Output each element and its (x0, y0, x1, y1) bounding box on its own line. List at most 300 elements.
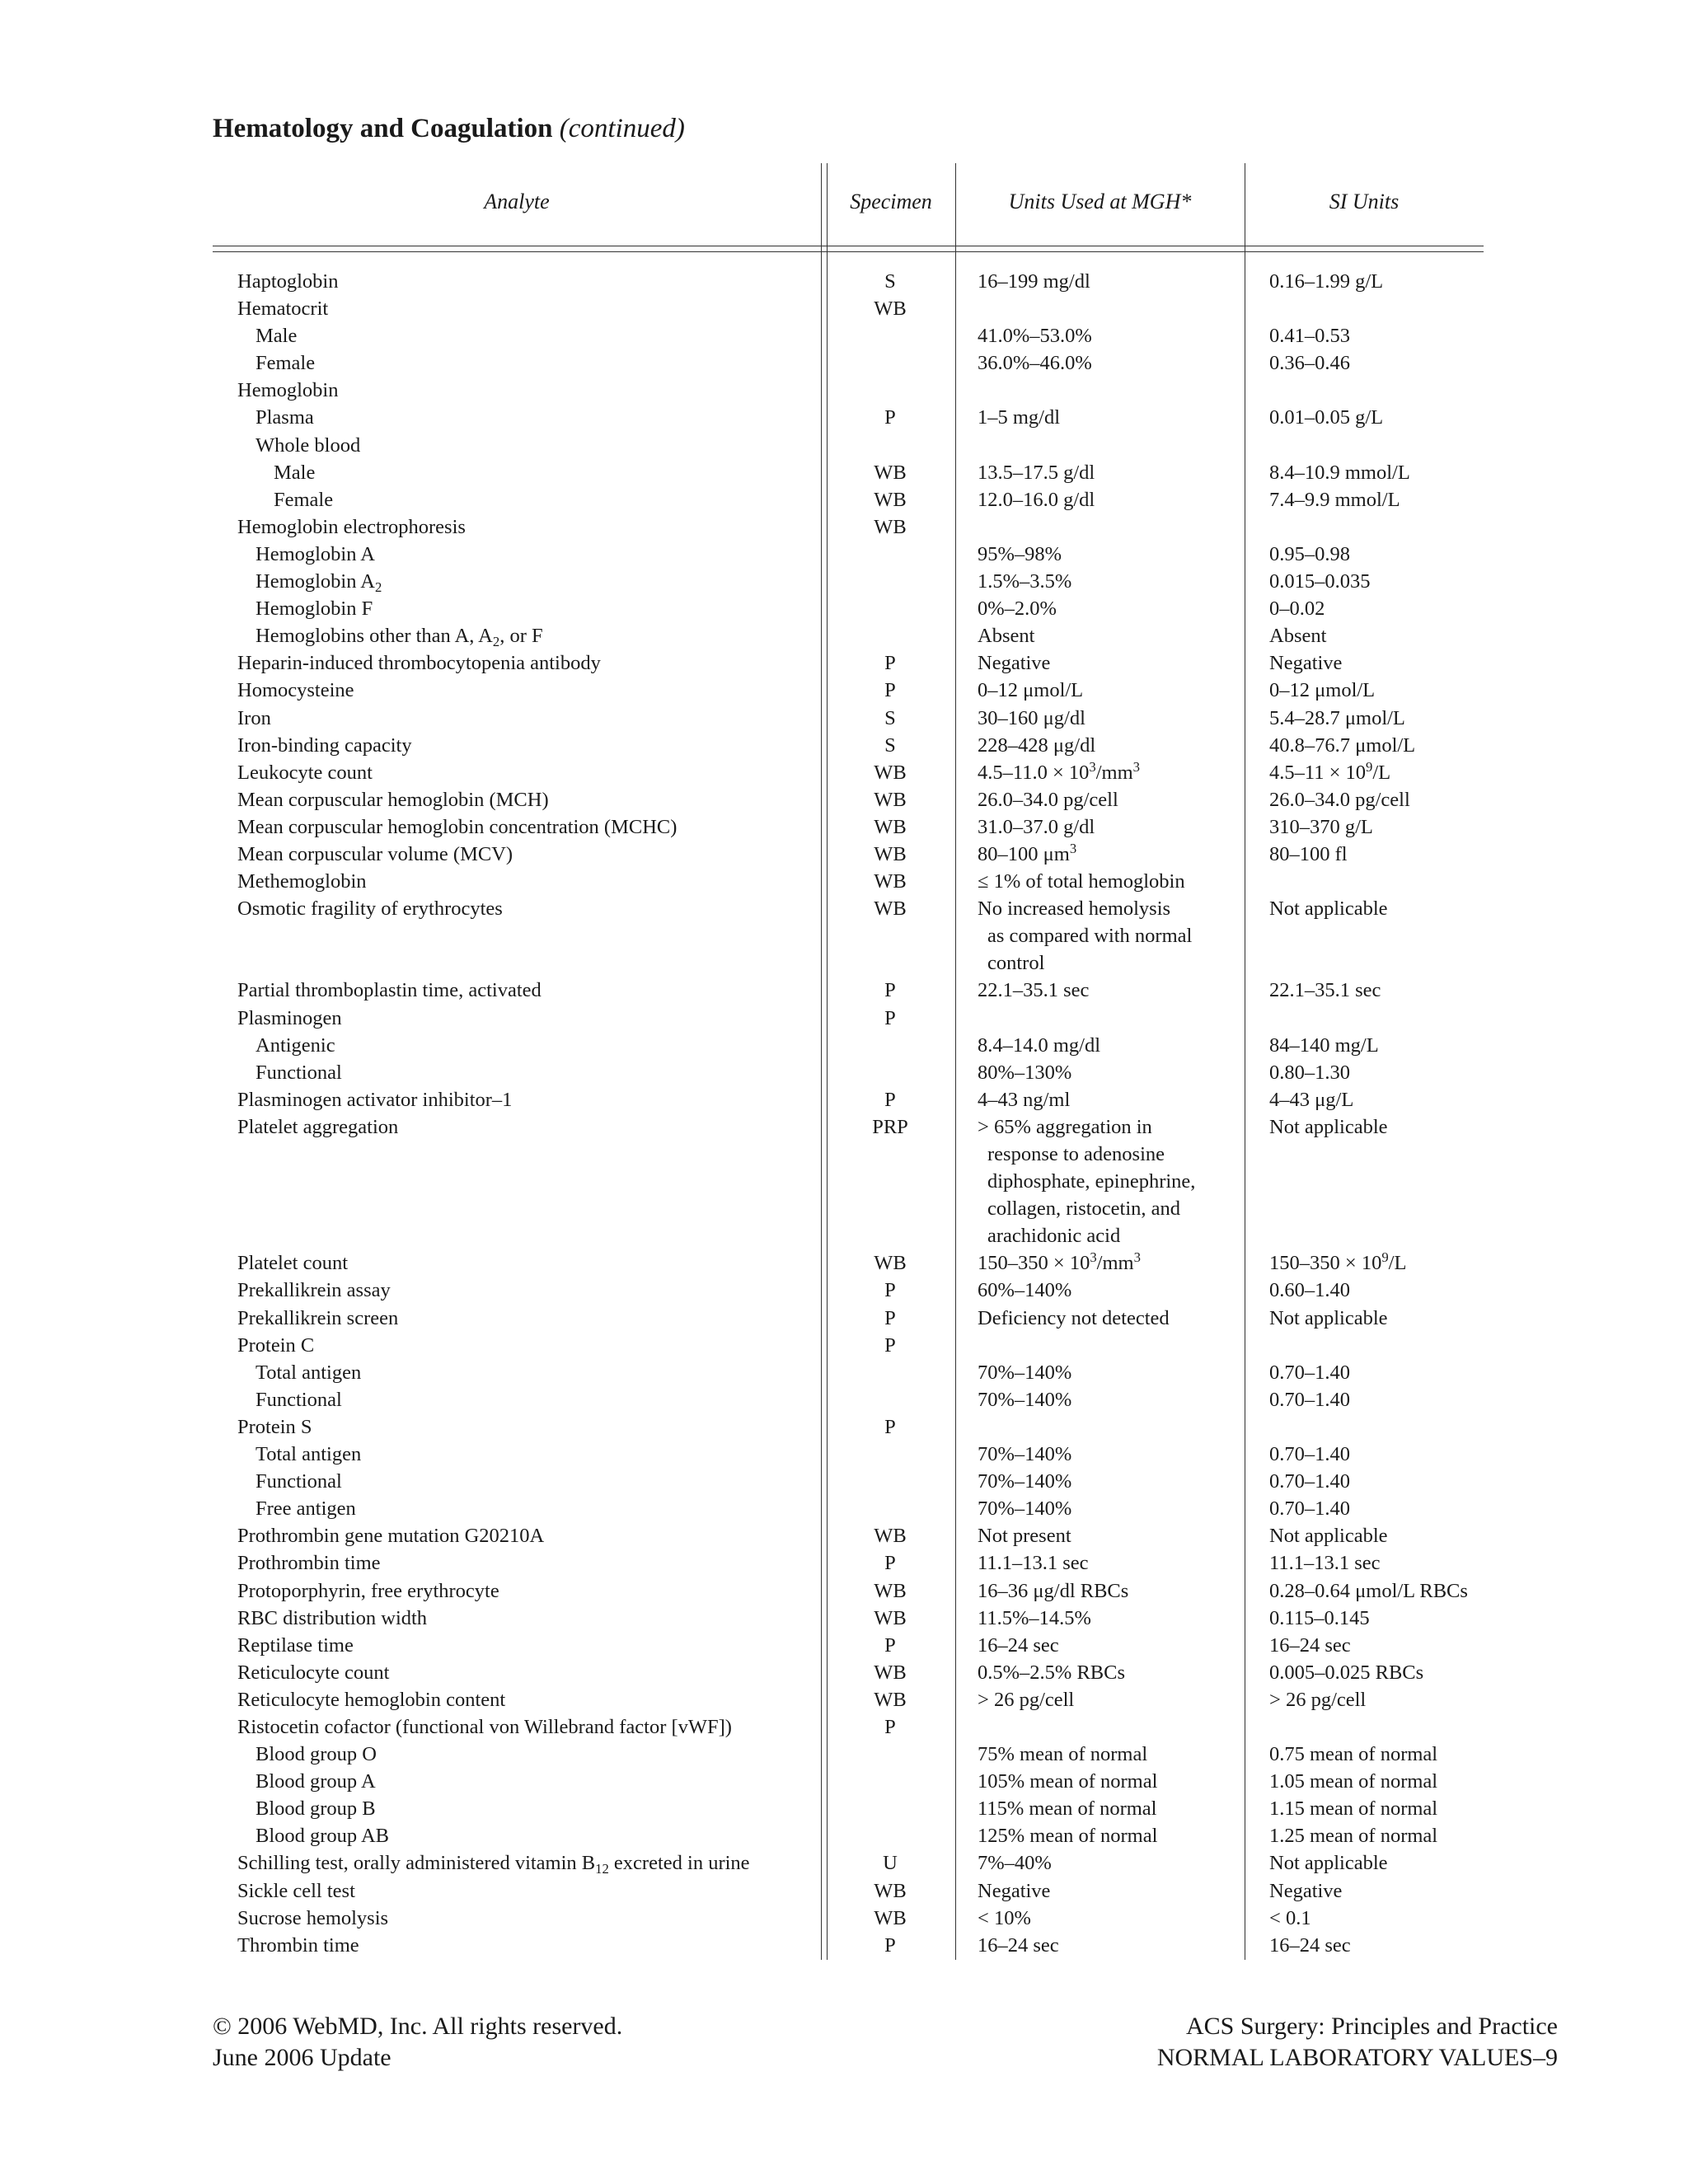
si-units-cell (1269, 349, 1350, 377)
mgh-units-cell-text: 80–100 μm (978, 842, 1070, 865)
mgh-units-cell-text: < 10% (978, 1906, 1031, 1929)
mgh-units-cell-superscript: 3 (1133, 1249, 1141, 1266)
mgh-units-cell-text: 8.4–14.0 mg/dl (978, 1033, 1101, 1057)
analyte-cell (237, 1686, 505, 1713)
table-row (0, 404, 1688, 431)
analyte-cell-text: Iron-binding capacity (237, 733, 412, 757)
footer-left (213, 2011, 622, 2074)
specimen-cell (849, 1713, 931, 1741)
mgh-units-cell-text: 70%–140% (978, 1470, 1072, 1493)
analyte-cell-text: Hematocrit (237, 298, 329, 321)
mgh-units-cell (987, 949, 1044, 977)
mgh-units-cell (978, 1877, 1050, 1905)
analyte-cell (256, 404, 314, 431)
analyte-cell-text: Plasminogen activator inhibitor–1 (237, 1088, 513, 1111)
analyte-cell (256, 541, 375, 568)
si-units-cell-text: 0.70–1.40 (1269, 1388, 1350, 1411)
specimen-cell-text: WB (874, 1252, 907, 1275)
mgh-units-cell-text: 7%–40% (978, 1852, 1052, 1875)
analyte-cell-text: Hemoglobin A (256, 570, 375, 593)
analyte-cell (237, 1605, 427, 1632)
update-date: June 2006 Update (213, 2044, 392, 2071)
mgh-units-cell-text: 30–160 μg/dl (978, 706, 1085, 729)
si-units-cell (1269, 1795, 1437, 1822)
mgh-units-cell (978, 1659, 1125, 1686)
mgh-units-cell-text: > 65% aggregation in (978, 1115, 1152, 1138)
analyte-cell (237, 377, 339, 404)
specimen-cell (849, 705, 931, 732)
specimen-cell-text: P (884, 1933, 896, 1957)
mgh-units-cell (978, 1605, 1091, 1632)
mgh-units-cell (978, 322, 1092, 349)
specimen-cell (849, 1605, 931, 1632)
mgh-units-cell-text: 36.0%–46.0% (978, 352, 1092, 375)
mgh-units-cell (978, 1359, 1071, 1386)
analyte-cell (237, 786, 549, 813)
table-row (0, 295, 1688, 322)
mgh-units-cell (978, 622, 1034, 649)
specimen-cell-text: S (884, 706, 896, 729)
mgh-units-cell (978, 977, 1089, 1004)
si-units-cell-text: Absent (1269, 625, 1327, 648)
analyte-cell-text: Haptoglobin (237, 270, 339, 293)
mgh-units-cell-text: 70%–140% (978, 1497, 1072, 1521)
si-units-cell (1269, 649, 1342, 677)
header-rule-bottom (213, 251, 1484, 252)
specimen-cell (849, 513, 931, 541)
si-units-cell (1269, 1522, 1388, 1549)
si-units-cell-text: 4–43 μg/L (1269, 1088, 1354, 1111)
mgh-units-cell-text: 75% mean of normal (978, 1743, 1148, 1766)
si-units-cell-text: Negative (1269, 652, 1343, 675)
mgh-units-cell (978, 595, 1057, 622)
mgh-units-cell-text: 70%–140% (978, 1443, 1072, 1466)
specimen-cell-text: S (884, 733, 896, 757)
si-units-cell (1269, 1686, 1366, 1713)
si-units-cell-text: Not applicable (1269, 1306, 1388, 1329)
mgh-units-cell (978, 1768, 1157, 1795)
analyte-cell-text: Antigenic (256, 1033, 335, 1057)
header-si-units: SI Units (1329, 190, 1400, 213)
mgh-units-cell-text: as compared with normal (987, 925, 1193, 948)
analyte-cell (256, 1032, 335, 1059)
si-units-cell-superscript: 9 (1381, 1249, 1389, 1266)
analyte-cell-text: Homocysteine (237, 679, 354, 702)
si-units-cell-text: 0.28–0.64 μmol/L RBCs (1269, 1579, 1468, 1602)
header-analyte: Analyte (484, 190, 550, 213)
si-units-cell (1269, 759, 1390, 786)
mgh-units-cell-text: 16–24 sec (978, 1933, 1059, 1957)
si-units-cell-text: 0.115–0.145 (1269, 1606, 1370, 1629)
analyte-cell-text: Sucrose hemolysis (237, 1906, 389, 1929)
mgh-units-cell (978, 1277, 1071, 1304)
table-row (0, 705, 1688, 732)
mgh-units-cell-text: arachidonic acid (987, 1225, 1121, 1248)
specimen-cell (849, 1249, 931, 1277)
analyte-cell (256, 1441, 361, 1468)
table-row (0, 813, 1688, 841)
mgh-units-cell (978, 1113, 1152, 1141)
si-units-cell (1269, 568, 1371, 595)
si-units-cell-text: 1.05 mean of normal (1269, 1770, 1438, 1793)
mgh-units-cell-text: 16–199 mg/dl (978, 270, 1090, 293)
mgh-units-cell (978, 677, 1083, 704)
analyte-cell-text: Sickle cell test (237, 1879, 355, 1902)
analyte-cell-text: Platelet count (237, 1252, 349, 1275)
mgh-units-cell-text: 105% mean of normal (978, 1770, 1158, 1793)
analyte-cell-text: Blood group A (256, 1770, 376, 1793)
mgh-units-cell (978, 1905, 1031, 1932)
analyte-cell (237, 1877, 355, 1905)
mgh-units-cell (987, 1195, 1180, 1222)
analyte-cell (256, 1795, 376, 1822)
specimen-cell-text: P (884, 1279, 896, 1302)
mgh-units-cell-text: 115% mean of normal (978, 1797, 1157, 1821)
analyte-cell (256, 568, 382, 595)
analyte-cell (256, 1359, 361, 1386)
mgh-units-cell-suffix: /mm (1095, 761, 1133, 784)
specimen-cell (849, 813, 931, 841)
specimen-cell (849, 786, 931, 813)
si-units-cell (1269, 459, 1410, 486)
si-units-cell (1269, 1632, 1351, 1659)
si-units-cell-text: 0.16–1.99 g/L (1269, 270, 1384, 293)
table-row (0, 1768, 1688, 1795)
analyte-cell (256, 595, 373, 622)
analyte-cell-text: Reticulocyte hemoglobin content (237, 1688, 506, 1711)
header-specimen: Specimen (850, 190, 932, 213)
table-row (0, 1059, 1688, 1086)
mgh-units-cell (978, 895, 1170, 922)
analyte-cell-text: Ristocetin cofactor (functional von Willebrand factor [vWF]) (237, 1715, 732, 1738)
lab-values-table (0, 268, 1688, 1959)
mgh-units-cell (978, 649, 1050, 677)
si-units-cell (1269, 1549, 1381, 1577)
analyte-cell-text: Prekallikrein assay (237, 1279, 391, 1302)
mgh-units-cell (978, 868, 1185, 895)
si-units-cell-text: 16–24 sec (1269, 1633, 1351, 1657)
si-units-cell-text: 11.1–13.1 sec (1269, 1552, 1381, 1575)
si-units-cell (1269, 1659, 1423, 1686)
mgh-units-cell-text: 16–36 μg/dl RBCs (978, 1579, 1129, 1602)
specimen-cell (849, 1305, 931, 1332)
analyte-cell (256, 1741, 377, 1768)
si-units-cell-text: Not applicable (1269, 1525, 1388, 1548)
mgh-units-cell-text: 1–5 mg/dl (978, 406, 1061, 429)
table-row (0, 786, 1688, 813)
analyte-cell-text: Hemoglobins other than A, A (256, 625, 493, 648)
specimen-cell-text: P (884, 406, 896, 429)
si-units-cell (1269, 404, 1383, 431)
specimen-cell (849, 1332, 931, 1359)
specimen-cell (849, 1113, 931, 1141)
si-units-cell (1269, 1905, 1311, 1932)
si-units-cell-text: 0.01–0.05 g/L (1269, 406, 1384, 429)
si-units-cell-text: 1.15 mean of normal (1269, 1797, 1438, 1821)
analyte-cell (237, 868, 367, 895)
mgh-units-cell-text: diphosphate, epinephrine, (987, 1170, 1196, 1193)
analyte-cell-subscript: 2 (492, 634, 500, 650)
header-mgh-units: Units Used at MGH* (1008, 190, 1192, 213)
mgh-units-cell (978, 1932, 1059, 1959)
analyte-cell (256, 1822, 389, 1849)
specimen-cell-text: WB (874, 842, 907, 865)
analyte-cell (237, 1413, 312, 1441)
analyte-cell-text: Hemoglobin F (256, 598, 373, 621)
mgh-units-cell-text: 0.5%–2.5% RBCs (978, 1661, 1126, 1684)
mgh-units-cell (978, 841, 1076, 868)
analyte-cell-text: Protein C (237, 1333, 315, 1357)
specimen-cell (849, 1849, 931, 1877)
table-row (0, 1249, 1688, 1277)
mgh-units-cell (978, 732, 1095, 759)
si-units-cell (1269, 1605, 1370, 1632)
analyte-cell-text: Blood group O (256, 1743, 377, 1766)
specimen-cell-text: WB (874, 815, 907, 838)
table-row (0, 1032, 1688, 1059)
mgh-units-cell (978, 349, 1092, 377)
specimen-cell (849, 759, 931, 786)
si-units-cell (1269, 1495, 1350, 1522)
specimen-cell-text: WB (874, 1579, 907, 1602)
si-units-cell-text: 0.75 mean of normal (1269, 1743, 1438, 1766)
specimen-cell (849, 1905, 931, 1932)
specimen-cell-text: P (884, 1415, 896, 1438)
analyte-cell-text: Female (256, 352, 316, 375)
si-units-cell (1269, 786, 1410, 813)
mgh-units-cell (978, 1468, 1071, 1495)
si-units-cell (1269, 977, 1381, 1004)
si-units-cell-text: < 0.1 (1269, 1906, 1311, 1929)
si-units-cell-suffix: /L (1372, 761, 1391, 784)
si-units-cell-text: 0.70–1.40 (1269, 1361, 1350, 1384)
mgh-units-cell-text: > 26 pg/cell (978, 1688, 1075, 1711)
specimen-cell-text: WB (874, 1606, 907, 1629)
si-units-cell-text: > 26 pg/cell (1269, 1688, 1367, 1711)
mgh-units-cell (978, 268, 1090, 295)
analyte-cell-text: Partial thromboplastin time, activated (237, 979, 542, 1002)
analyte-cell (256, 1768, 376, 1795)
si-units-cell-text: 7.4–9.9 mmol/L (1269, 488, 1400, 511)
table-row (0, 595, 1688, 622)
specimen-cell-text: P (884, 1088, 896, 1111)
mgh-units-cell-text: control (987, 952, 1045, 975)
analyte-cell (237, 705, 271, 732)
si-units-cell-text: 40.8–76.7 μmol/L (1269, 733, 1416, 757)
page-title (213, 114, 685, 144)
specimen-cell (849, 1005, 931, 1032)
mgh-units-cell-text: 22.1–35.1 sec (978, 979, 1090, 1002)
table-row (0, 486, 1688, 513)
mgh-units-cell (978, 1549, 1089, 1577)
si-units-cell (1269, 322, 1350, 349)
table-row (0, 1877, 1688, 1905)
analyte-cell (256, 1059, 342, 1086)
table-row (0, 1905, 1688, 1932)
si-units-cell-text: 84–140 mg/L (1269, 1033, 1379, 1057)
mgh-units-cell (978, 813, 1095, 841)
specimen-cell-text: P (884, 1006, 896, 1029)
specimen-cell-text: WB (874, 1879, 907, 1902)
mgh-units-cell-text: 228–428 μg/dl (978, 733, 1096, 757)
specimen-cell-text: P (884, 1715, 896, 1738)
analyte-cell-subscript: 2 (374, 579, 382, 596)
mgh-units-cell-text: collagen, ristocetin, and (987, 1197, 1181, 1221)
table-row (0, 1577, 1688, 1605)
specimen-cell-text: P (884, 679, 896, 702)
specimen-cell-text: P (884, 1333, 896, 1357)
si-units-cell-text: 80–100 fl (1269, 842, 1348, 865)
mgh-units-cell-text: Negative (978, 652, 1051, 675)
specimen-cell (849, 1932, 931, 1959)
table-row (0, 868, 1688, 895)
si-units-cell-text: 0.80–1.30 (1269, 1061, 1350, 1084)
si-units-cell-superscript: 9 (1366, 758, 1373, 775)
analyte-cell-text: Free antigen (256, 1497, 356, 1521)
analyte-cell-text: Hemoglobin electrophoresis (237, 515, 466, 538)
table-row (0, 432, 1688, 459)
analyte-cell (237, 895, 503, 922)
si-units-cell (1269, 1441, 1350, 1468)
si-units-cell (1269, 1086, 1353, 1113)
table-row (0, 322, 1688, 349)
table-row (0, 1495, 1688, 1522)
table-row (0, 1113, 1688, 1141)
mgh-units-cell (978, 705, 1085, 732)
table-row (0, 377, 1688, 404)
table-row (0, 349, 1688, 377)
si-units-cell-text: Not applicable (1269, 1852, 1388, 1875)
mgh-units-cell (978, 1032, 1100, 1059)
si-units-cell (1269, 677, 1375, 704)
specimen-cell-text: WB (874, 488, 907, 511)
table-row (0, 1522, 1688, 1549)
mgh-units-cell-text: Absent (978, 625, 1035, 648)
specimen-cell-text: WB (874, 870, 907, 893)
si-units-cell-text: 0.95–0.98 (1269, 542, 1350, 565)
si-units-cell (1269, 841, 1348, 868)
si-units-cell (1269, 1468, 1350, 1495)
table-row (0, 459, 1688, 486)
table-row (0, 1468, 1688, 1495)
si-units-cell (1269, 1305, 1388, 1332)
table-row (0, 1359, 1688, 1386)
mgh-units-cell-text: 12.0–16.0 g/dl (978, 488, 1095, 511)
table-row (0, 759, 1688, 786)
si-units-cell-suffix: /L (1388, 1252, 1407, 1275)
si-units-cell (1269, 268, 1383, 295)
specimen-cell (849, 1549, 931, 1577)
mgh-units-cell (978, 1741, 1147, 1768)
analyte-cell (237, 759, 373, 786)
specimen-cell (849, 649, 931, 677)
analyte-cell (237, 1905, 388, 1932)
mgh-units-cell (987, 922, 1192, 949)
mgh-units-cell (987, 1168, 1195, 1195)
analyte-cell (237, 513, 466, 541)
si-units-cell-text: 310–370 g/L (1269, 815, 1373, 838)
specimen-cell (849, 268, 931, 295)
si-units-cell (1269, 1113, 1388, 1141)
table-row (0, 949, 1688, 977)
mgh-units-cell-text: 4–43 ng/ml (978, 1088, 1071, 1111)
table-row (0, 1277, 1688, 1304)
mgh-units-cell-text: 13.5–17.5 g/dl (978, 461, 1095, 484)
specimen-cell (849, 1577, 931, 1605)
analyte-cell-text: Mean corpuscular hemoglobin concentration (MCHC) (237, 815, 678, 838)
analyte-cell-text: Blood group B (256, 1797, 376, 1821)
analyte-cell (237, 841, 513, 868)
mgh-units-cell-text: No increased hemolysis (978, 898, 1171, 921)
specimen-cell-text: P (884, 652, 896, 675)
analyte-cell-text: Total antigen (256, 1443, 362, 1466)
analyte-cell (237, 1632, 354, 1659)
analyte-cell-text: Total antigen (256, 1361, 362, 1384)
specimen-cell-text: WB (874, 515, 907, 538)
mgh-units-cell (978, 1441, 1071, 1468)
mgh-units-cell (978, 1522, 1071, 1549)
analyte-cell-suffix: excreted in urine (608, 1852, 750, 1875)
analyte-cell-text: RBC distribution width (237, 1606, 428, 1629)
analyte-cell-text: Mean corpuscular hemoglobin (MCH) (237, 788, 549, 811)
table-row (0, 977, 1688, 1004)
mgh-units-cell (978, 541, 1062, 568)
si-units-cell (1269, 1059, 1350, 1086)
analyte-cell-text: Protein S (237, 1415, 312, 1438)
si-units-cell (1269, 705, 1405, 732)
analyte-cell (237, 1249, 348, 1277)
analyte-cell-text: Methemoglobin (237, 870, 367, 893)
analyte-cell-text: Heparin-induced thrombocytopenia antibody (237, 652, 601, 675)
mgh-units-cell-text: 70%–140% (978, 1361, 1072, 1384)
table-row (0, 1822, 1688, 1849)
table-row (0, 1741, 1688, 1768)
si-units-cell (1269, 1386, 1350, 1413)
table-row (0, 541, 1688, 568)
si-units-cell-text: Not applicable (1269, 1115, 1388, 1138)
analyte-cell-text: Reptilase time (237, 1633, 354, 1657)
mgh-units-cell (978, 1686, 1074, 1713)
specimen-cell (849, 841, 931, 868)
mgh-units-cell-text: 11.5%–14.5% (978, 1606, 1091, 1629)
analyte-cell (237, 1086, 512, 1113)
mgh-units-cell-text: 0–12 μmol/L (978, 679, 1084, 702)
table-row (0, 677, 1688, 704)
mgh-units-cell (978, 1059, 1071, 1086)
si-units-cell-text: 0.70–1.40 (1269, 1497, 1350, 1521)
si-units-cell (1269, 1822, 1437, 1849)
specimen-cell (849, 486, 931, 513)
mgh-units-cell-text: 95%–98% (978, 542, 1062, 565)
analyte-cell (237, 1659, 389, 1686)
table-row (0, 1605, 1688, 1632)
table-row (0, 1332, 1688, 1359)
analyte-cell-text: Hemoglobin A (256, 542, 375, 565)
analyte-cell (256, 349, 315, 377)
analyte-cell-text: Platelet aggregation (237, 1115, 399, 1138)
si-units-cell-text: Negative (1269, 1879, 1343, 1902)
specimen-cell (849, 895, 931, 922)
table-row (0, 513, 1688, 541)
si-units-cell (1269, 895, 1388, 922)
si-units-cell (1269, 1249, 1406, 1277)
analyte-cell-text: Whole blood (256, 434, 361, 457)
analyte-cell-text: Plasma (256, 406, 314, 429)
si-units-cell-text: 0–0.02 (1269, 598, 1325, 621)
analyte-cell (237, 1549, 381, 1577)
si-units-cell (1269, 1741, 1437, 1768)
si-units-cell (1269, 595, 1325, 622)
